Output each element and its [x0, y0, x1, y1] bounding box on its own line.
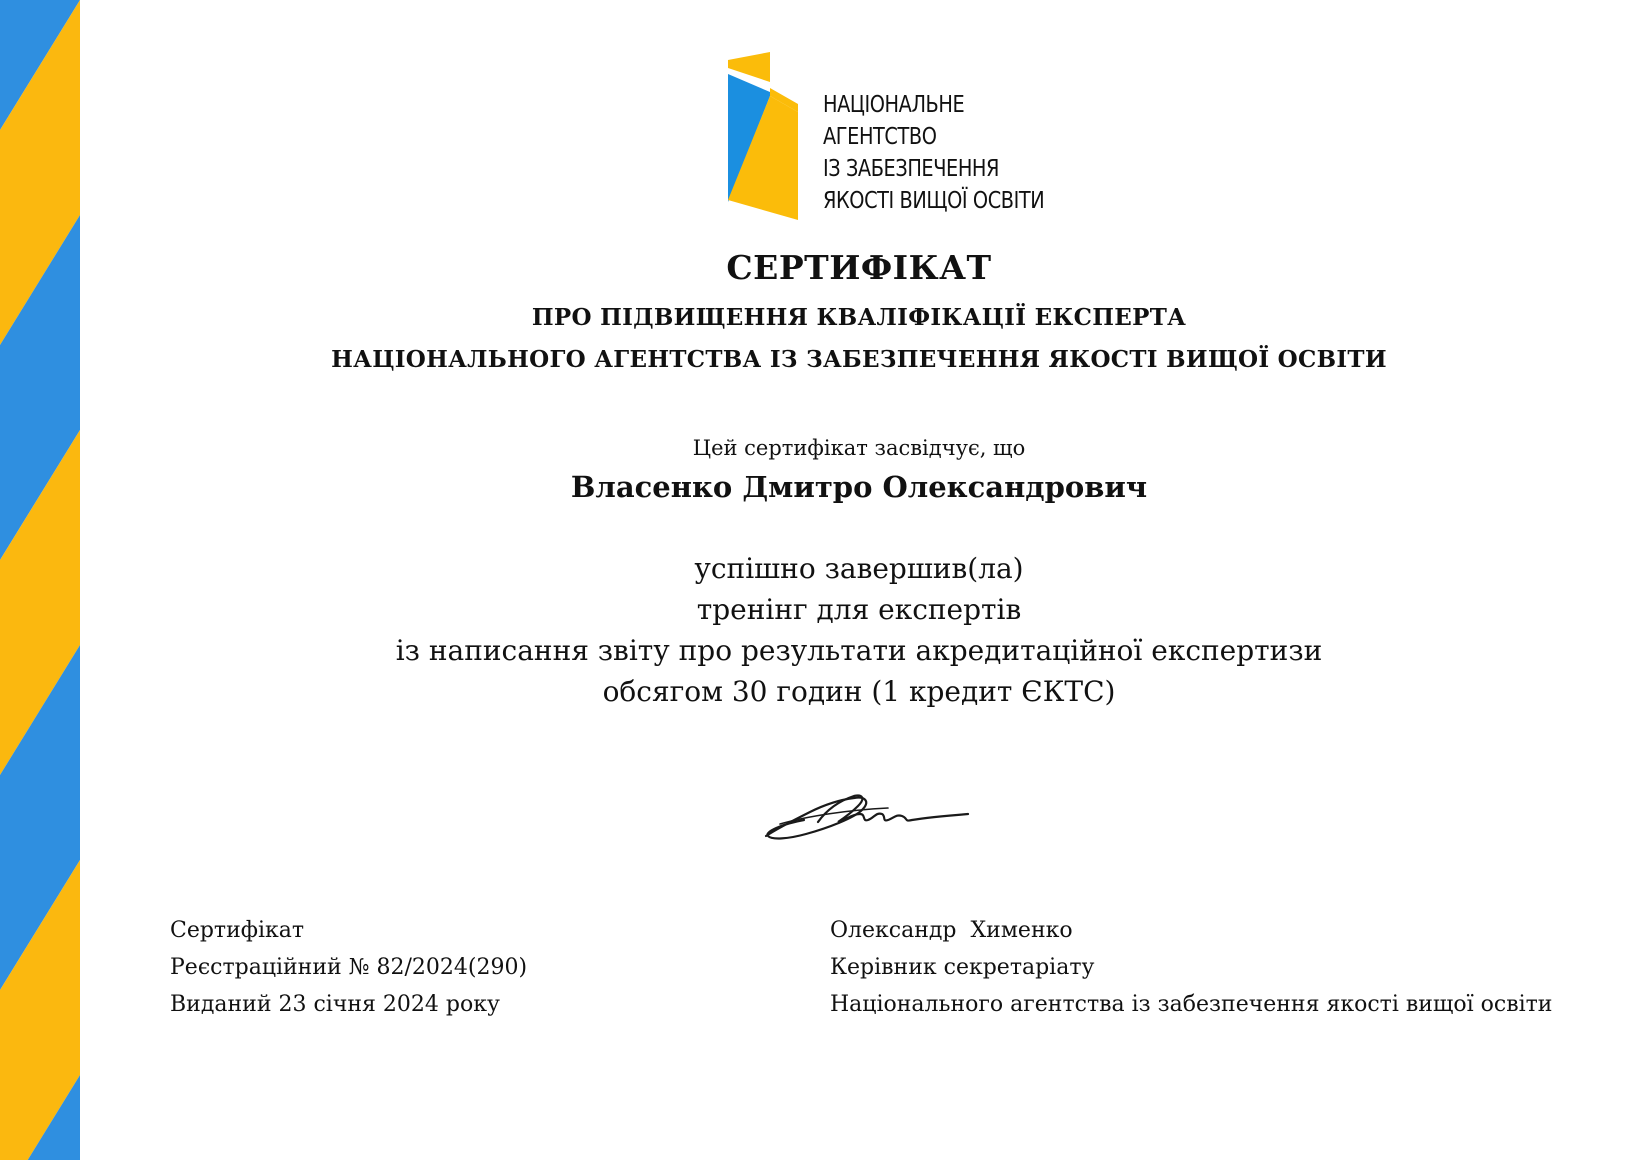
training-line: тренінг для експертів — [696, 593, 1022, 626]
training-topic-line: із написання звіту про результати акредитаційної експертизи — [395, 634, 1323, 667]
logo-line: ЯКОСТІ ВИЩОЇ ОСВІТИ — [823, 188, 1045, 214]
agency-name-text — [823, 89, 1044, 217]
agency-logo — [728, 52, 1050, 220]
logo-line: НАЦІОНАЛЬНЕ — [823, 92, 965, 118]
certificate-title: СЕРТИФІКАТ — [726, 248, 992, 287]
registration-number: Реєстраційний № 82/2024(290) — [170, 955, 528, 980]
certificate-label: Сертифікат — [170, 918, 305, 943]
recipient-name: Власенко Дмитро Олександрович — [570, 470, 1148, 504]
signatory-position: Керівник секретаріату — [830, 955, 1095, 980]
decorative-stripe-border — [0, 0, 80, 1160]
handwritten-signature-icon — [758, 778, 988, 858]
signatory-organization: Національного агентства із забезпечення якості вищої освіти — [830, 992, 1553, 1017]
certifies-text: Цей сертифікат засвідчує, що — [692, 436, 1026, 460]
training-volume-line: обсягом 30 годин (1 кредит ЄКТС) — [602, 675, 1116, 708]
certificate-subtitle-line-2: НАЦІОНАЛЬНОГО АГЕНТСТВА ІЗ ЗАБЕЗПЕЧЕННЯ ЯКОСТІ ВИЩОЇ ОСВІТИ — [331, 346, 1387, 373]
logo-line: ІЗ ЗАБЕЗПЕЧЕННЯ — [823, 156, 1000, 182]
completion-line: успішно завершив(ла) — [694, 552, 1024, 585]
certificate-details — [170, 912, 527, 1023]
logo-line: АГЕНТСТВО — [823, 124, 937, 150]
certificate-subtitle-line-1: ПРО ПІДВИЩЕННЯ КВАЛІФІКАЦІЇ ЕКСПЕРТА — [531, 304, 1187, 331]
signatory-details — [830, 912, 1552, 1023]
naqa-logo-mark-icon — [728, 52, 798, 220]
signatory-name: Олександр Хименко — [830, 918, 1073, 943]
issue-date: Виданий 23 січня 2024 року — [170, 992, 500, 1017]
